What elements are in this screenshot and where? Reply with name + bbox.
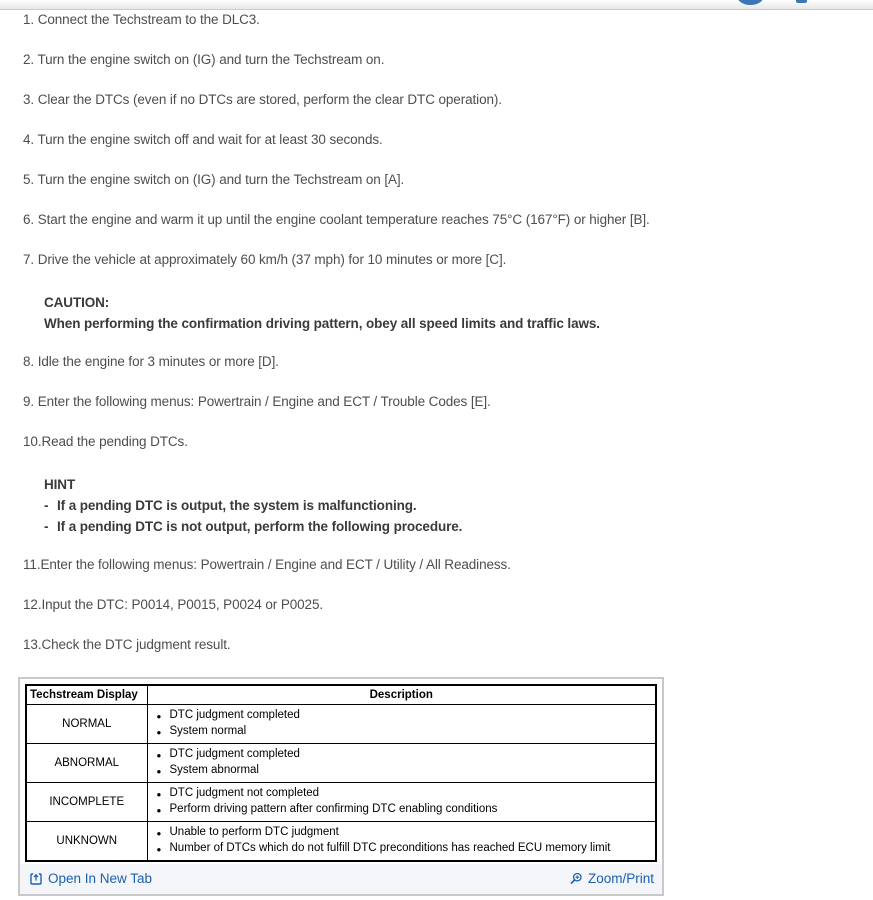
step-item: 12.Input the DTC: P0014, P0015, P0024 or P0025.	[23, 597, 324, 612]
description-item: ● Perform driving pattern after confirming DTC enabling conditions	[153, 802, 654, 818]
open-in-new-tab-icon	[29, 872, 43, 886]
hint-label: HINT	[44, 477, 76, 492]
hint-block	[44, 474, 873, 537]
display-value: ABNORMAL	[26, 743, 147, 782]
hint-item: - If a pending DTC is not output, perform the following procedure.	[44, 516, 873, 537]
procedure-document	[0, 10, 873, 653]
step-item: 5. Turn the engine switch on (IG) and turn the Techstream on [A].	[23, 172, 405, 187]
caution-text: When performing the confirmation driving pattern, obey all speed limits and traffic laws.	[44, 316, 600, 331]
table-row	[26, 782, 656, 821]
step-item: 8. Idle the engine for 3 minutes or more [D].	[23, 354, 279, 369]
table-row	[26, 704, 656, 743]
techstream-table-widget	[18, 677, 664, 896]
step-item: 6. Start the engine and warm it up until the engine coolant temperature reaches 75°C (167°F) or higher [B].	[23, 212, 650, 227]
table-header-row	[26, 685, 656, 704]
display-value: NORMAL	[26, 704, 147, 743]
zoom-print-label: Zoom/Print	[587, 871, 654, 886]
zoom-print-button[interactable]	[569, 871, 654, 886]
hint-item: - If a pending DTC is output, the system is malfunctioning.	[44, 495, 873, 516]
open-in-new-tab-label: Open In New Tab	[48, 871, 153, 886]
description-item: ● DTC judgment completed	[153, 708, 654, 724]
table-container	[20, 679, 662, 863]
description-item: ● System abnormal	[153, 763, 654, 779]
step-item: 9. Enter the following menus: Powertrain / Engine and ECT / Trouble Codes [E].	[23, 394, 491, 409]
column-header-description: Description	[147, 685, 656, 704]
description-cell	[147, 743, 656, 782]
open-in-new-tab-button[interactable]	[29, 871, 152, 886]
caution-block	[44, 292, 873, 334]
table-row	[26, 743, 656, 782]
toolbar-bookmark-icon[interactable]	[796, 0, 807, 3]
widget-footer	[20, 864, 662, 894]
display-value: INCOMPLETE	[26, 782, 147, 821]
toolbar-circle-icon[interactable]	[737, 0, 764, 5]
step-item: 2. Turn the engine switch on (IG) and turn the Techstream on.	[23, 52, 385, 67]
description-cell	[147, 704, 656, 743]
description-item: ● Unable to perform DTC judgment	[153, 825, 654, 841]
step-item: 3. Clear the DTCs (even if no DTCs are stored, perform the clear DTC operation).	[23, 92, 502, 107]
description-item: ● DTC judgment not completed	[153, 786, 654, 802]
table-row	[26, 821, 656, 861]
step-item: 1. Connect the Techstream to the DLC3.	[23, 12, 260, 27]
display-value: UNKNOWN	[26, 821, 147, 861]
caution-label: CAUTION:	[44, 295, 110, 310]
description-item: ● DTC judgment completed	[153, 747, 654, 763]
description-cell	[147, 782, 656, 821]
step-item: 13.Check the DTC judgment result.	[23, 637, 231, 652]
step-item: 10.Read the pending DTCs.	[23, 434, 188, 449]
techstream-display-table	[25, 684, 657, 862]
description-cell	[147, 821, 656, 861]
step-item: 11.Enter the following menus: Powertrain / Engine and ECT / Utility / All Readiness.	[23, 557, 511, 572]
zoom-in-icon	[569, 872, 583, 886]
step-item: 7. Drive the vehicle at approximately 60 km/h (37 mph) for 10 minutes or more [C].	[23, 252, 507, 267]
top-toolbar	[0, 0, 873, 10]
description-item: ● Number of DTCs which do not fulfill DTC preconditions has reached ECU memory limit	[153, 841, 654, 857]
column-header-techstream-display: Techstream Display	[26, 685, 147, 704]
description-item: ● System normal	[153, 724, 654, 740]
step-item: 4. Turn the engine switch off and wait for at least 30 seconds.	[23, 132, 383, 147]
